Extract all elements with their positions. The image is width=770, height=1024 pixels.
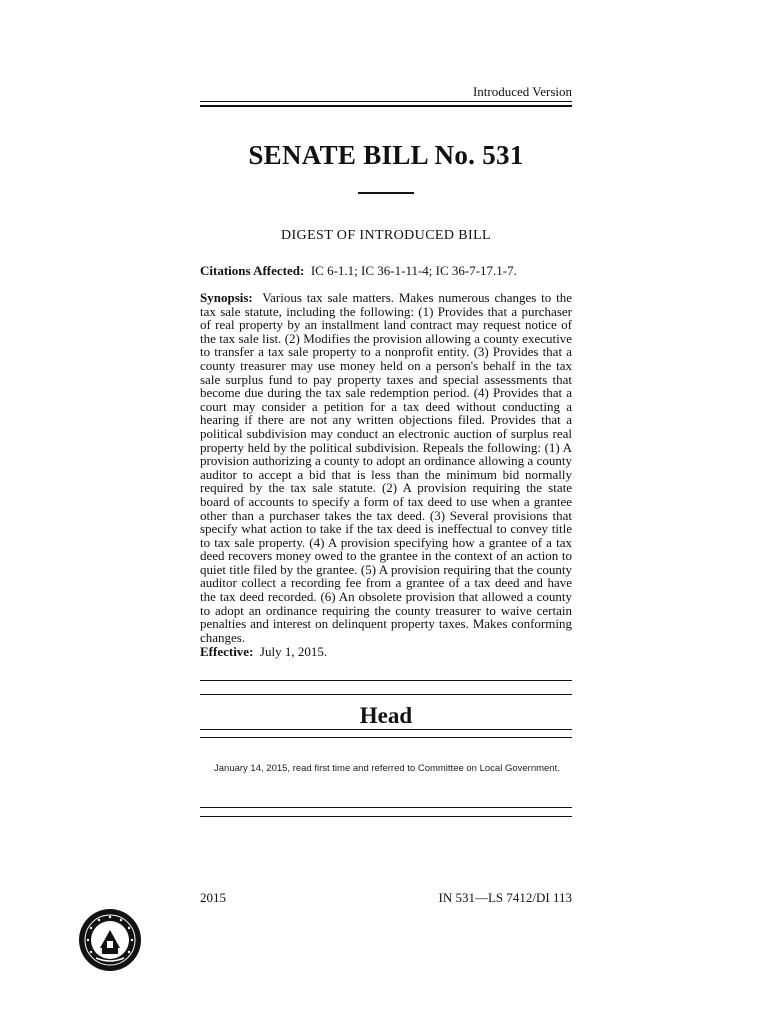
- effective-text: July 1, 2015.: [259, 644, 328, 659]
- header-rule: [200, 101, 572, 102]
- effective-paragraph: [200, 645, 572, 659]
- citations-label: Citations Affected:: [200, 263, 305, 278]
- citations-paragraph: [200, 264, 572, 278]
- version-label: Introduced Version: [472, 84, 572, 99]
- header-rule-thick: [200, 105, 572, 107]
- head-bottom-rule-2: [200, 737, 572, 738]
- digest-heading: DIGEST OF INTRODUCED BILL: [280, 228, 491, 243]
- head-top-rule: [200, 694, 572, 695]
- effective-label: Effective:: [200, 644, 254, 659]
- bill-history: January 14, 2015, read first time and referred to Committee on Local Government.: [214, 763, 560, 774]
- digest-end-rule: [200, 680, 572, 681]
- citations-text: IC 6-1.1; IC 36-1-11-4; IC 36-7-17.1-7.: [310, 263, 517, 278]
- bill-title: SENATE BILL No. 531: [248, 140, 524, 170]
- state-seal-icon: [78, 908, 142, 972]
- synopsis-text: Various tax sale matters. Makes numerous changes to the tax sale statute, including the following: (1) Provides that a purchaser of real property by an installment land contract may request notice of the tax sale list. (2) Modifies the provision allowing a county executive to transfer a tax sale property to a nonprofit entity. (3) Provides that a county treasurer may use money held on a person's behalf in the tax sale surplus fund to pay property taxes and special assessments that become due during the tax sale redemption period. (4) Provides that a court may consider a petition for a tax deed without conducting a hearing if there are not any written objections filed. Provides that a political subdivision may conduct an electronic auction of surplus real property held by the political subdivision. Repeals the following: (1) A provision authorizing a county to adopt an ordinance allowing a county auditor to accept a bid that is less than the minimum bid normally required by the tax sale statute. (2) A provision requiring the state board of accounts to specify a form of tax deed to use when a grantee other than a purchaser takes the tax deed. (3) Several provisions that specify what action to take if the tax deed is ineffectual to convey title to tax sale property. (4) A provision specifying how a grantee of a tax deed recovers money owed to the grantee in the context of an action to quiet title filed by the grantee. (5) A provision requiring that the county auditor collect a recording fee from a grantee of a tax deed and have the tax deed recorded. (6) An obsolete provision that allowed a county to adopt an ordinance requiring the county treasurer to waive certain penalties and interest on delinquent property taxes. Makes conforming changes.: [200, 290, 572, 645]
- footer-top-rule: [200, 807, 572, 808]
- title-divider: [358, 192, 414, 194]
- footer-top-rule-2: [200, 816, 572, 817]
- synopsis-paragraph: [200, 291, 572, 644]
- synopsis-label: Synopsis:: [200, 290, 253, 305]
- head-bottom-rule: [200, 729, 572, 730]
- footer-bill-id: IN 531—LS 7412/DI 113: [438, 890, 572, 905]
- head-title: Head: [359, 703, 413, 728]
- footer-year: 2015: [200, 890, 226, 905]
